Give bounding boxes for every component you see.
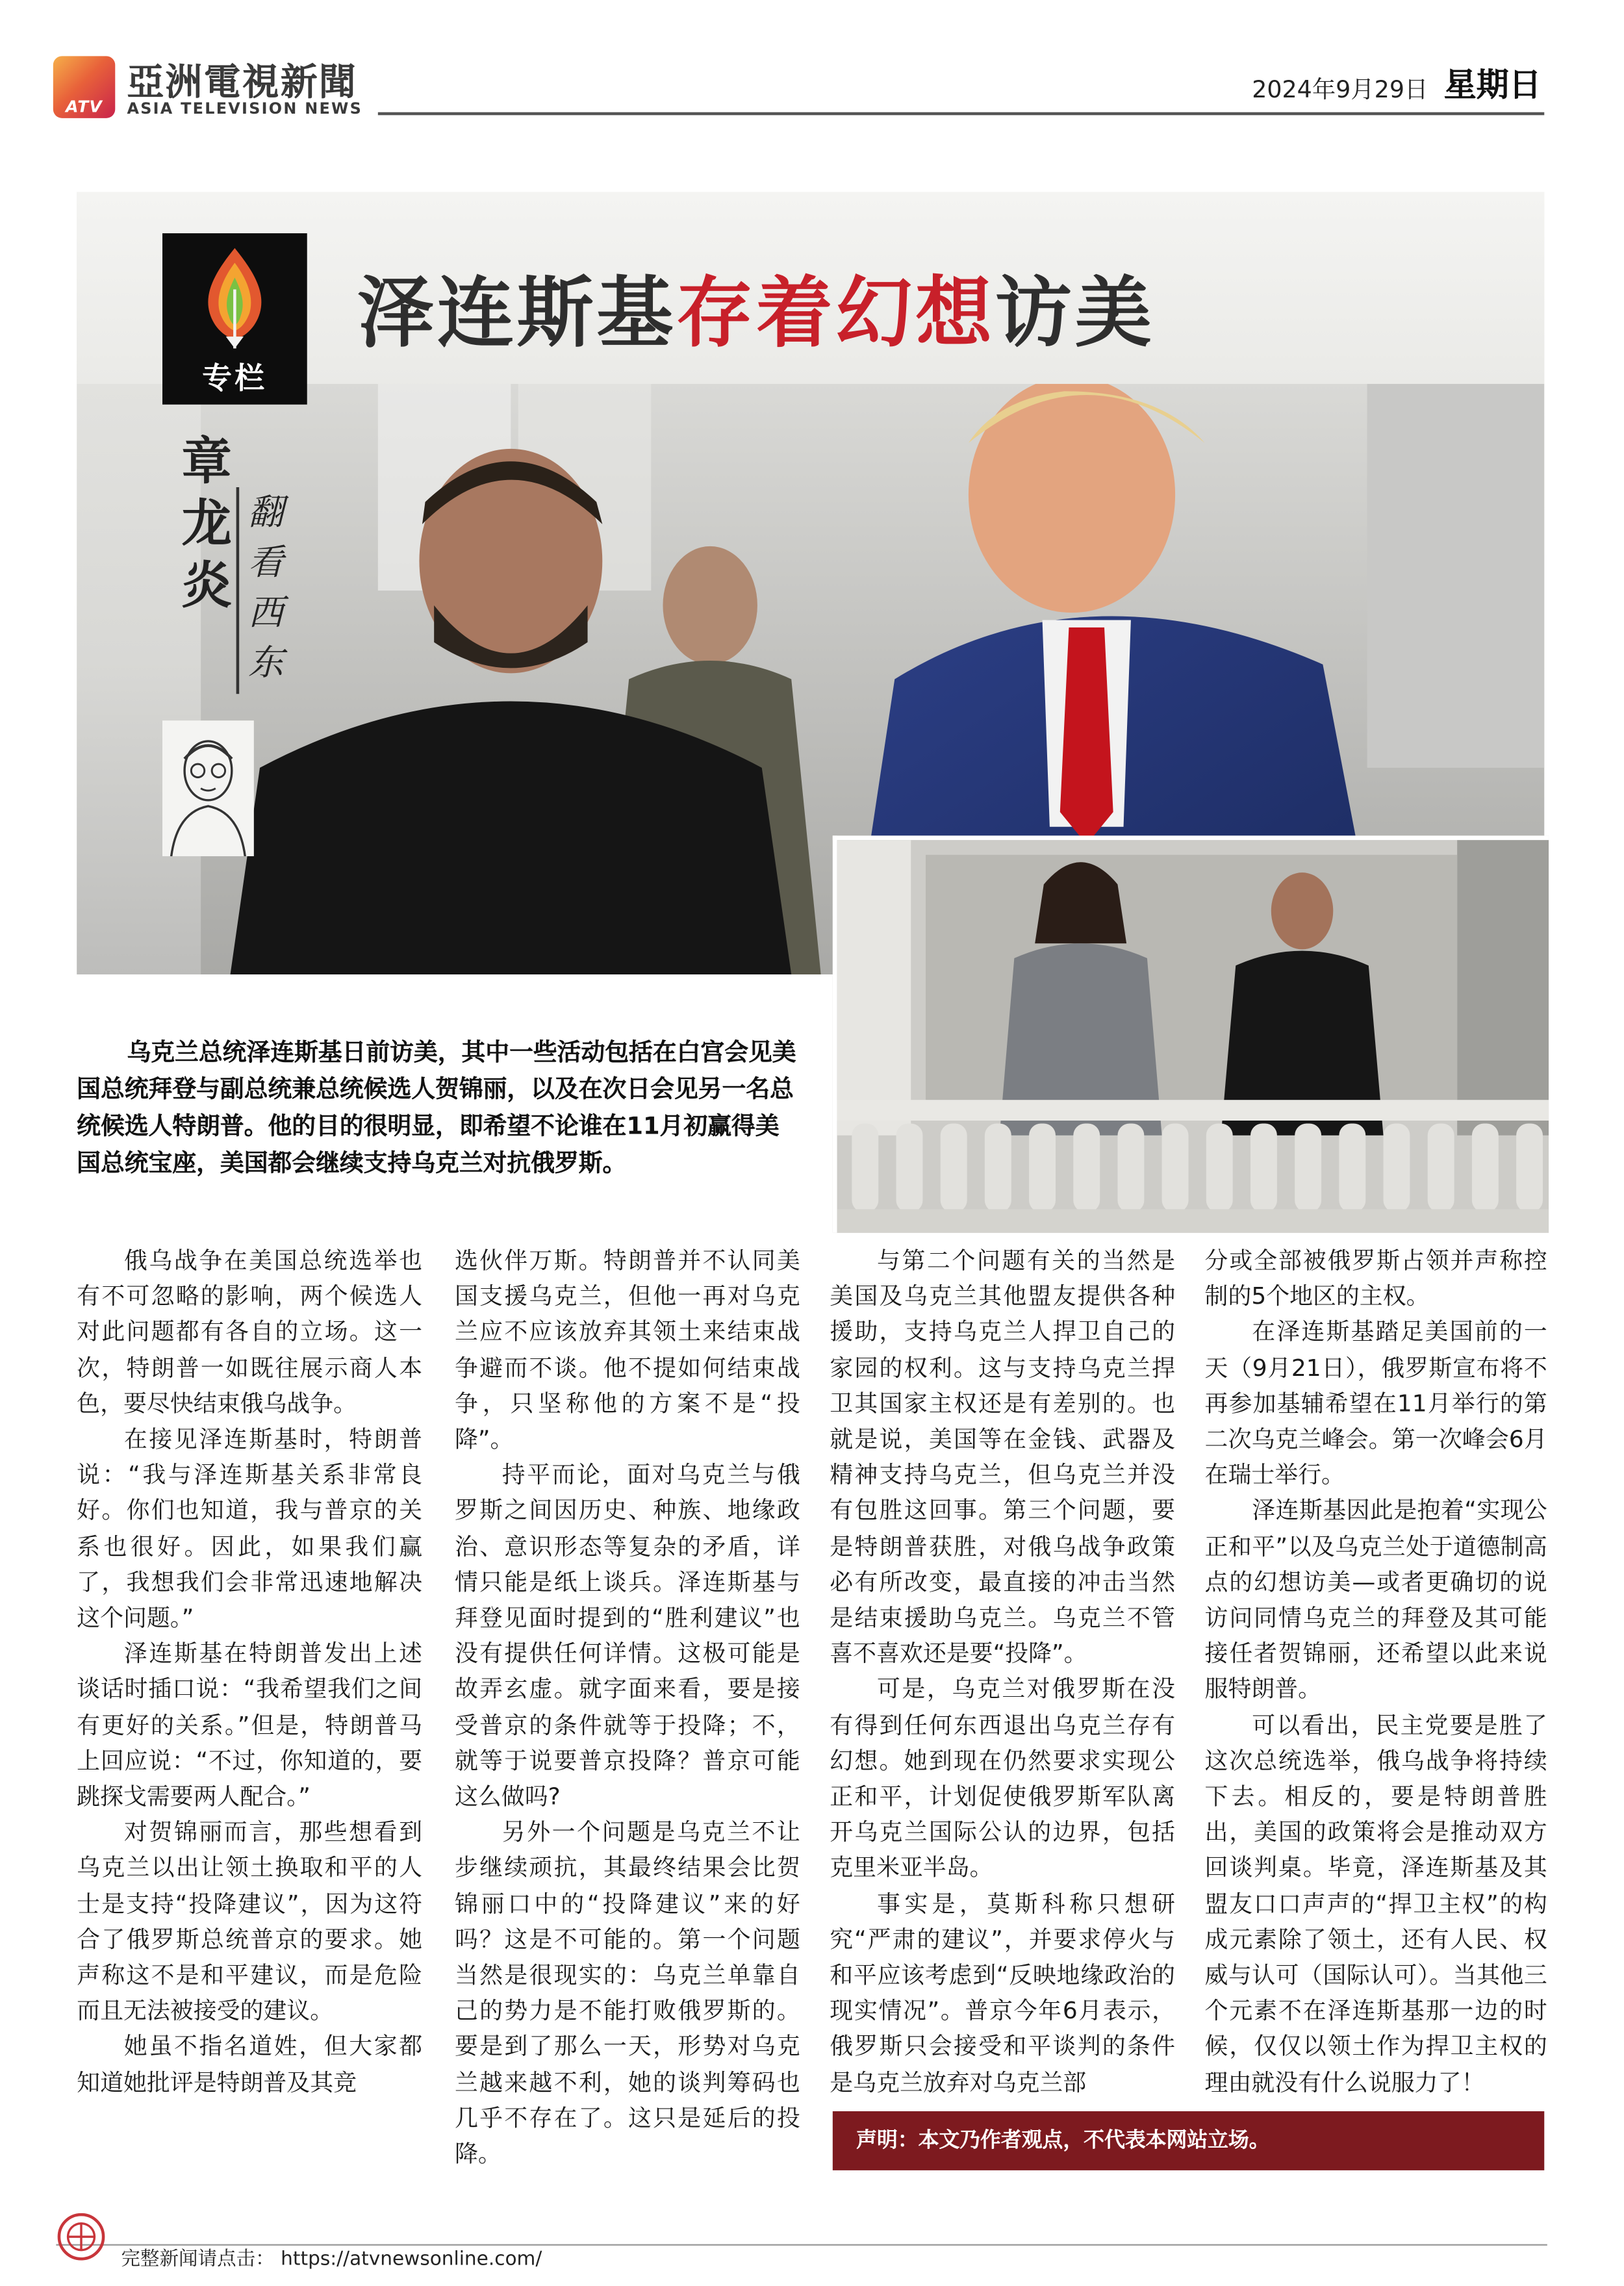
header-divider	[378, 112, 1544, 114]
paragraph: 俄乌战争在美国总统选举也有不可忽略的影响，两个候选人对此问题都有各自的立场。这一次，特朗普一如既往展示商人本色，要尽快结束俄乌战争。	[77, 1246, 422, 1417]
issue-date: 2024年9月29日	[1252, 75, 1428, 104]
headline-part-3: 访美	[995, 270, 1155, 359]
body-column-3	[830, 1243, 1175, 2101]
paragraph: 可以看出，民主党要是胜了这次总统选举，俄乌战争将持续下去。相反的，要是特朗普胜出，美国的政策将会是推动双方回谈判桌。毕竟，泽连斯基及其盟友口口声声的“捍卫主权”的构成元素除了领土，还有人民、权威与认可（国际认可）。当其他三个元素不在泽连斯基那一边的时候，仅仅以领土作为捍卫主权的理由就没有什么说服力了！	[1204, 1710, 1547, 2096]
paragraph-continued: 分或全部被俄罗斯占领并声称控制的5个地区的主权。	[1204, 1246, 1547, 1310]
paragraph: 泽连斯基因此是抱着“实现公正和平”以及乌克兰处于道德制高点的幻想访美—或者更确切的说访问同情乌克兰的拜登及其可能接任者贺锦丽，还希望以此来说服特朗普。	[1204, 1496, 1547, 1703]
lede-text: 乌克兰总统泽连斯基日前访美，其中一些活动包括在白宫会见美国总统拜登与副总统兼总统候选人贺锦丽，以及在次日会见另一名总统候选人特朗普。他的目的很明显，即希望不论谁在11月初赢得美国总统宝座，美国都会继续支持乌克兰对抗俄罗斯。	[77, 1037, 796, 1177]
column-name: 翻看西东	[247, 491, 284, 684]
paragraph: 在泽连斯基踏足美国前的一天（9月21日），俄罗斯宣布将不再参加基辅希望在11月举行的第二次乌克兰峰会。第一次峰会6月在瑞士举行。	[1204, 1317, 1547, 1489]
author-divider	[236, 487, 238, 694]
paragraph: 泽连斯基在特朗普发出上述谈话时插口说：“我希望我们之间有更好的关系。”但是，特朗普马上回应说：“不过，你知道的，要跳探戈需要两人配合。”	[77, 1639, 422, 1810]
author-name: 章龙炎	[181, 432, 232, 616]
brand-name-cn: 亞洲電視新聞	[127, 60, 358, 104]
footer-link-line	[121, 2242, 542, 2270]
body-column-1	[77, 1243, 422, 2101]
paragraph: 持平而论，面对乌克兰与俄罗斯之间因历史、种族、地缘政治、意识形态等复杂的矛盾，详情只能是纸上谈兵。泽连斯基与拜登见面时提到的“胜利建议”也没有提供任何详情。这极可能是故弄玄虚。就字面来看，要是接受普京的条件就等于投降；不，就等于说要普京投降？普京可能这么做吗?	[454, 1460, 800, 1810]
badge-label: 专栏	[202, 360, 268, 396]
headline-highlight: 存着幻想	[676, 270, 995, 359]
logo-atv-text: ATV	[66, 97, 103, 117]
paragraph: 与第二个问题有关的当然是美国及乌克兰其他盟友提供各种援助，支持乌克兰人捍卫自己的家园的权利。这与支持乌克兰捍卫其国家主权还是有差别的。也就是说，美国等在金钱、武器及精神支持乌克兰，但乌克兰并没有包胜这回事。第三个问题，要是特朗普获胜，对俄乌战争政策必有所改变，最直接的冲击当然是结束援助乌克兰。乌克兰不管喜不喜欢还是要“投降”。	[830, 1246, 1176, 1668]
body-column-2	[455, 1243, 800, 2172]
body-column-4	[1205, 1243, 1547, 2101]
atv-seal-icon	[56, 2212, 106, 2262]
headline-part-1: 泽连斯基	[357, 270, 676, 359]
paragraph: 可是，乌克兰对俄罗斯在没有得到任何东西退出乌克兰存有幻想。她到现在仍然要求实现公正和平，计划促使俄罗斯军队离开乌克兰国际公认的边界，包括克里米亚半岛。	[830, 1675, 1176, 1882]
quill-flame-icon	[189, 245, 281, 351]
footer-label: 完整新闻请点击：	[121, 2248, 275, 2271]
issue-weekday: 星期日	[1443, 68, 1542, 105]
brand-name-en: ASIA TELEVISION NEWS	[127, 100, 363, 118]
headline	[357, 251, 1154, 361]
disclaimer-banner: 声明：本文乃作者观点，不代表本网站立场。	[833, 2111, 1544, 2170]
footer-url-link[interactable]: https://atvnewsonline.com/	[281, 2248, 542, 2271]
paragraph: 另外一个问题是乌克兰不让步继续顽抗，其最终结果会比贺锦丽口中的“投降建议”来的好吗？这是不可能的。第一个问题当然是很现实的：乌克兰单靠自己的势力是不能打败俄罗斯的。要是到了那么一天，形势对乌克兰越来越不利，她的谈判筹码也几乎不存在了。这只是延后的投降。	[454, 1818, 800, 2168]
paragraph: 对贺锦丽而言，那些想看到乌克兰以出让领土换取和平的人士是支持“投降建议”，因为这符合了俄罗斯总统普京的要求。她声称这不是和平建议，而是危险而且无法被接受的建议。	[77, 1818, 422, 2025]
paragraph: 在接见泽连斯基时，特朗普说：“我与泽连斯基关系非常良好。你们也知道，我与普京的关系也很好。因此，如果我们赢了，我想我们会非常迅速地解决这个问题。”	[77, 1425, 422, 1632]
lede-paragraph	[77, 1034, 800, 1181]
inset-photo	[833, 835, 1549, 1232]
paragraph: 她虽不指名道姓，但大家都知道她批评是特朗普及其竞	[77, 2032, 422, 2096]
paragraph: 事实是，莫斯科称只想研究“严肃的建议”，并要求停火与和平应该考虑到“反映地缘政治的现实情况”。普京今年6月表示，俄罗斯只会接受和平谈判的条件是乌克兰放弃对乌克兰部	[830, 1889, 1176, 2096]
author-sketch-portrait	[162, 720, 254, 856]
paragraph-continued: 选伙伴万斯。特朗普并不认同美国支援乌克兰，但他一再对乌克兰应不应该放弃其领土来结束战争避而不谈。他不提如何结束战争，只坚称他的方案不是“投降”。	[454, 1246, 800, 1453]
